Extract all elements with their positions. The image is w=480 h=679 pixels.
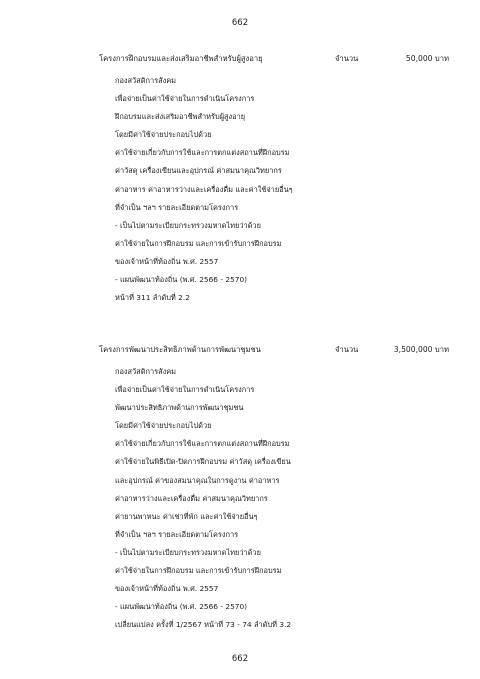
- detail-line: ของเจ้าหน้าที่ท้องถิ่น พ.ศ. 2557: [115, 256, 219, 266]
- detail-line: ค่าอาหารว่างและเครื่องดื่ม ค่าสมนาคุณวิทยากร: [115, 493, 268, 503]
- detail-line: ที่จำเป็น ฯลฯ รายละเอียดตามโครงการ: [115, 202, 239, 212]
- detail-line: โดยมีค่าใช้จ่ายประกอบไปด้วย: [115, 130, 212, 140]
- project-header: [99, 52, 449, 66]
- page-number-bottom: 662: [231, 654, 249, 664]
- amount-label: จำนวน: [335, 345, 359, 354]
- detail-line: ค่ายานพาหนะ ค่าเช่าที่พัก และค่าใช้จ่ายอื่นๆ: [115, 511, 258, 521]
- detail-line: กองสวัสดิการสังคม: [115, 76, 177, 85]
- amount-value: 3,500,000 บาท: [393, 345, 449, 354]
- project-block-elderly-training: [99, 52, 449, 307]
- detail-line: เพื่อจ่ายเป็นค่าใช้จ่ายในการดำเนินโครงการ: [115, 385, 255, 395]
- detail-line: ค่าวัสดุ เครื่องเขียนและอุปกรณ์ ค่าสมนาคุณวิทยากร: [115, 166, 282, 176]
- project-detail-lines: [115, 72, 449, 307]
- detail-line: ค่าอาหาร ค่าอาหารว่างและเครื่องดื่ม และค่าใช้จ่ายอื่นๆ: [115, 184, 293, 194]
- amount-label: จำนวน: [335, 54, 359, 63]
- detail-line: ค่าใช้จ่ายเกี่ยวกับการใช้และการตกแต่งสถานที่ฝึกอบรม: [115, 148, 290, 158]
- project-title: โครงการพัฒนาประสิทธิภาพด้านการพัฒนาชุมชน: [99, 345, 261, 354]
- detail-line: - แผนพัฒนาท้องถิ่น (พ.ศ. 2566 - 2570): [115, 602, 248, 612]
- detail-line: - เป็นไปตามระเบียบกระทรวงมหาดไทยว่าด้วย: [115, 220, 261, 230]
- detail-line: - แผนพัฒนาท้องถิ่น (พ.ศ. 2566 - 2570): [115, 275, 248, 285]
- detail-line: ค่าใช้จ่ายในการฝึกอบรม และการเข้ารับการฝึกอบรม: [115, 566, 282, 576]
- detail-line: โดยมีค่าใช้จ่ายประกอบไปด้วย: [115, 421, 212, 431]
- detail-line: กองสวัสดิการสังคม: [115, 367, 177, 376]
- detail-line: ค่าใช้จ่ายในพิธีเปิด-ปิดการฝึกอบรม ค่าวัสดุ เครื่องเขียน: [115, 457, 291, 467]
- detail-line: - เป็นไปตามระเบียบกระทรวงมหาดไทยว่าด้วย: [115, 547, 261, 557]
- detail-line: ที่จำเป็น ฯลฯ รายละเอียดตามโครงการ: [115, 529, 239, 539]
- detail-line: เปลี่ยนแปลง ครั้งที่ 1/2567 หน้าที่ 73 - 74 ลำดับที่ 3.2: [115, 620, 292, 630]
- detail-line: ฝึกอบรมและส่งเสริมอาชีพสำหรับผู้สูงอายุ: [115, 112, 246, 122]
- detail-line: ของเจ้าหน้าที่ท้องถิ่น พ.ศ. 2557: [115, 584, 219, 594]
- detail-line: หน้าที่ 311 ลำดับที่ 2.2: [115, 293, 190, 303]
- project-detail-lines: [115, 363, 449, 634]
- detail-line: พัฒนาประสิทธิภาพด้านการพัฒนาชุมชน: [115, 403, 244, 413]
- detail-line: ค่าใช้จ่ายเกี่ยวกับการใช้และการตกแต่งสถานที่ฝึกอบรม: [115, 439, 290, 449]
- detail-line: และอุปกรณ์ ค่าของสมนาคุณในการดูงาน ค่าอาหาร: [115, 475, 280, 485]
- page-number-top: 662: [231, 18, 249, 28]
- project-title: โครงการฝึกอบรมและส่งเสริมอาชีพสำหรับผู้สูงอายุ: [99, 54, 263, 63]
- project-block-community-development: [99, 343, 449, 634]
- project-header: [99, 343, 449, 357]
- amount-value: 50,000 บาท: [405, 54, 449, 63]
- detail-line: ค่าใช้จ่ายในการฝึกอบรม และการเข้ารับการฝึกอบรม: [115, 238, 282, 248]
- detail-line: เพื่อจ่ายเป็นค่าใช้จ่ายในการดำเนินโครงการ: [115, 94, 255, 104]
